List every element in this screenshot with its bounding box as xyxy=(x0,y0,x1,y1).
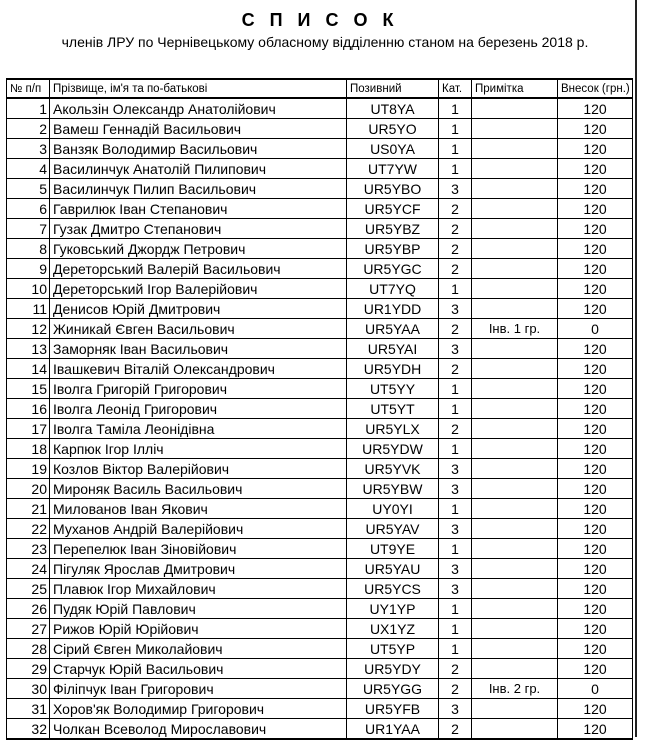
member-name-cell: Філіпчук Іван Григорович xyxy=(50,679,347,699)
note-cell xyxy=(472,559,558,579)
note-cell xyxy=(472,699,558,719)
table-row xyxy=(7,359,633,379)
fee-cell: 120 xyxy=(558,139,633,159)
member-name-cell: Пігуляк Ярослав Дмитрович xyxy=(50,559,347,579)
note-cell xyxy=(472,259,558,279)
note-cell xyxy=(472,719,558,740)
member-name-cell: Чолкан Всеволод Мирославович xyxy=(50,719,347,740)
member-name-cell: Акользін Олександр Анатолійович xyxy=(50,98,347,119)
callsign-cell: UR5YFB xyxy=(347,699,439,719)
callsign-cell: UR5YDH xyxy=(347,359,439,379)
category-cell: 1 xyxy=(439,539,472,559)
callsign-cell: UR5YBZ xyxy=(347,219,439,239)
fee-cell: 120 xyxy=(558,439,633,459)
row-number-cell: 3 xyxy=(7,139,50,159)
callsign-cell: UR5YO xyxy=(347,119,439,139)
fee-cell: 120 xyxy=(558,179,633,199)
fee-cell: 120 xyxy=(558,539,633,559)
page-edge-line xyxy=(635,0,637,737)
callsign-cell: UR5YAV xyxy=(347,519,439,539)
note-cell xyxy=(472,159,558,179)
note-cell xyxy=(472,619,558,639)
col-name-header: Прізвище, ім'я та по-батькові xyxy=(50,79,347,98)
fee-cell: 120 xyxy=(558,699,633,719)
callsign-cell: US0YA xyxy=(347,139,439,159)
note-cell xyxy=(472,379,558,399)
category-cell: 2 xyxy=(439,419,472,439)
table-body xyxy=(7,98,633,739)
category-cell: 1 xyxy=(439,119,472,139)
table-row xyxy=(7,279,633,299)
category-cell: 1 xyxy=(439,639,472,659)
fee-cell: 120 xyxy=(558,159,633,179)
document-title: С П И С О К xyxy=(241,10,399,30)
category-cell: 2 xyxy=(439,359,472,379)
note-cell xyxy=(472,599,558,619)
callsign-cell: UR5YCS xyxy=(347,579,439,599)
fee-cell: 120 xyxy=(558,639,633,659)
member-name-cell: Козлов Віктор Валерійович xyxy=(50,459,347,479)
table-row xyxy=(7,519,633,539)
category-cell: 2 xyxy=(439,259,472,279)
table-row xyxy=(7,239,633,259)
category-cell: 2 xyxy=(439,659,472,679)
fee-cell: 120 xyxy=(558,339,633,359)
fee-cell: 0 xyxy=(558,679,633,699)
category-cell: 1 xyxy=(439,139,472,159)
row-number-cell: 28 xyxy=(7,639,50,659)
row-number-cell: 17 xyxy=(7,419,50,439)
table-row xyxy=(7,719,633,740)
member-name-cell: Мироняк Василь Васильович xyxy=(50,479,347,499)
category-cell: 1 xyxy=(439,379,472,399)
note-cell xyxy=(472,539,558,559)
col-number-header: № п/п xyxy=(7,79,50,98)
category-cell: 3 xyxy=(439,479,472,499)
table-row xyxy=(7,459,633,479)
callsign-cell: UR5YBO xyxy=(347,179,439,199)
member-name-cell: Пудяк Юрій Павлович xyxy=(50,599,347,619)
row-number-cell: 19 xyxy=(7,459,50,479)
member-name-cell: Гузак Дмитро Степанович xyxy=(50,219,347,239)
fee-cell: 120 xyxy=(558,299,633,319)
member-name-cell: Івашкевич Віталій Олександрович xyxy=(50,359,347,379)
category-cell: 3 xyxy=(439,699,472,719)
note-cell xyxy=(472,339,558,359)
table-row xyxy=(7,499,633,519)
table-row xyxy=(7,139,633,159)
members-table xyxy=(6,78,633,740)
col-note-header: Примітка xyxy=(472,79,558,98)
fee-cell: 120 xyxy=(558,379,633,399)
table-row xyxy=(7,419,633,439)
row-number-cell: 12 xyxy=(7,319,50,339)
callsign-cell: UR5YAI xyxy=(347,339,439,359)
col-fee-header: Внесок (грн.) xyxy=(558,79,633,98)
note-cell xyxy=(472,98,558,119)
member-name-cell: Дереторський Валерій Васильович xyxy=(50,259,347,279)
member-name-cell: Заморняк Іван Васильович xyxy=(50,339,347,359)
member-name-cell: Плавюк Ігор Михайлович xyxy=(50,579,347,599)
member-name-cell: Жиникай Євген Васильович xyxy=(50,319,347,339)
note-cell xyxy=(472,279,558,299)
fee-cell: 120 xyxy=(558,519,633,539)
callsign-cell: UR5YDW xyxy=(347,439,439,459)
member-name-cell: Денисов Юрій Дмитрович xyxy=(50,299,347,319)
table-row xyxy=(7,559,633,579)
category-cell: 3 xyxy=(439,559,472,579)
table-row xyxy=(7,539,633,559)
fee-cell: 120 xyxy=(558,359,633,379)
table-row xyxy=(7,98,633,119)
row-number-cell: 30 xyxy=(7,679,50,699)
member-name-cell: Іволга Леонід Григорович xyxy=(50,399,347,419)
fee-cell: 0 xyxy=(558,319,633,339)
note-cell xyxy=(472,299,558,319)
row-number-cell: 13 xyxy=(7,339,50,359)
callsign-cell: UT5YY xyxy=(347,379,439,399)
member-name-cell: Рижов Юрій Юрійович xyxy=(50,619,347,639)
category-cell: 1 xyxy=(439,439,472,459)
category-cell: 3 xyxy=(439,579,472,599)
category-cell: 3 xyxy=(439,459,472,479)
category-cell: 1 xyxy=(439,98,472,119)
table-row xyxy=(7,639,633,659)
row-number-cell: 4 xyxy=(7,159,50,179)
member-name-cell: Гуковський Джордж Петрович xyxy=(50,239,347,259)
table-header xyxy=(7,79,633,98)
category-cell: 1 xyxy=(439,499,472,519)
category-cell: 2 xyxy=(439,719,472,740)
fee-cell: 120 xyxy=(558,219,633,239)
callsign-cell: UT5YP xyxy=(347,639,439,659)
row-number-cell: 32 xyxy=(7,719,50,740)
row-number-cell: 24 xyxy=(7,559,50,579)
row-number-cell: 18 xyxy=(7,439,50,459)
table-row xyxy=(7,379,633,399)
row-number-cell: 5 xyxy=(7,179,50,199)
table-row xyxy=(7,399,633,419)
category-cell: 3 xyxy=(439,179,472,199)
callsign-cell: UR5YGC xyxy=(347,259,439,279)
row-number-cell: 11 xyxy=(7,299,50,319)
fee-cell: 120 xyxy=(558,579,633,599)
note-cell xyxy=(472,659,558,679)
callsign-cell: UY0YI xyxy=(347,499,439,519)
table-row xyxy=(7,299,633,319)
callsign-cell: UT7YQ xyxy=(347,279,439,299)
category-cell: 3 xyxy=(439,519,472,539)
category-cell: 1 xyxy=(439,599,472,619)
note-cell xyxy=(472,639,558,659)
member-name-cell: Хоров'як Володимир Григорович xyxy=(50,699,347,719)
callsign-cell: UR5YDY xyxy=(347,659,439,679)
note-cell xyxy=(472,519,558,539)
table-row xyxy=(7,699,633,719)
category-cell: 2 xyxy=(439,199,472,219)
callsign-cell: UX1YZ xyxy=(347,619,439,639)
fee-cell: 120 xyxy=(558,599,633,619)
note-cell xyxy=(472,439,558,459)
member-name-cell: Гаврилюк Іван Степанович xyxy=(50,199,347,219)
fee-cell: 120 xyxy=(558,719,633,740)
table-row xyxy=(7,679,633,699)
col-callsign-header: Позивний xyxy=(347,79,439,98)
member-name-cell: Іволга Таміла Леонідівна xyxy=(50,419,347,439)
category-cell: 3 xyxy=(439,299,472,319)
note-cell xyxy=(472,399,558,419)
callsign-cell: UR5YGG xyxy=(347,679,439,699)
member-name-cell: Дереторський Ігор Валерійович xyxy=(50,279,347,299)
category-cell: 1 xyxy=(439,159,472,179)
note-cell xyxy=(472,499,558,519)
callsign-cell: UT5YT xyxy=(347,399,439,419)
fee-cell: 120 xyxy=(558,659,633,679)
note-cell xyxy=(472,119,558,139)
header-row xyxy=(7,79,633,98)
member-name-cell: Вамеш Геннадій Васильович xyxy=(50,119,347,139)
note-cell xyxy=(472,219,558,239)
document-subtitle: членів ЛРУ по Чернівецькому обласному відділенню станом на березень 2018 р. xyxy=(61,34,589,50)
note-cell xyxy=(472,239,558,259)
row-number-cell: 31 xyxy=(7,699,50,719)
col-category-header: Кат. xyxy=(439,79,472,98)
category-cell: 2 xyxy=(439,219,472,239)
member-name-cell: Старчук Юрій Васильович xyxy=(50,659,347,679)
table-row xyxy=(7,159,633,179)
note-cell: Інв. 1 гр. xyxy=(472,319,558,339)
table-row xyxy=(7,579,633,599)
table-row xyxy=(7,599,633,619)
callsign-cell: UR1YAA xyxy=(347,719,439,740)
callsign-cell: UR5YBP xyxy=(347,239,439,259)
member-name-cell: Карпюк Ігор Ілліч xyxy=(50,439,347,459)
member-name-cell: Ванзяк Володимир Васильович xyxy=(50,139,347,159)
table-row xyxy=(7,259,633,279)
row-number-cell: 8 xyxy=(7,239,50,259)
callsign-cell: UR1YDD xyxy=(347,299,439,319)
category-cell: 2 xyxy=(439,319,472,339)
table-row xyxy=(7,319,633,339)
row-number-cell: 27 xyxy=(7,619,50,639)
note-cell xyxy=(472,479,558,499)
fee-cell: 120 xyxy=(558,119,633,139)
fee-cell: 120 xyxy=(558,259,633,279)
callsign-cell: UT8YA xyxy=(347,98,439,119)
table-row xyxy=(7,619,633,639)
category-cell: 1 xyxy=(439,619,472,639)
note-cell xyxy=(472,179,558,199)
row-number-cell: 2 xyxy=(7,119,50,139)
callsign-cell: UR5YAU xyxy=(347,559,439,579)
fee-cell: 120 xyxy=(558,479,633,499)
row-number-cell: 14 xyxy=(7,359,50,379)
fee-cell: 120 xyxy=(558,559,633,579)
category-cell: 2 xyxy=(439,239,472,259)
fee-cell: 120 xyxy=(558,619,633,639)
table-row xyxy=(7,119,633,139)
fee-cell: 120 xyxy=(558,98,633,119)
fee-cell: 120 xyxy=(558,499,633,519)
table-row xyxy=(7,179,633,199)
table-row xyxy=(7,479,633,499)
note-cell xyxy=(472,579,558,599)
fee-cell: 120 xyxy=(558,399,633,419)
row-number-cell: 22 xyxy=(7,519,50,539)
fee-cell: 120 xyxy=(558,279,633,299)
note-cell xyxy=(472,459,558,479)
category-cell: 2 xyxy=(439,679,472,699)
table-row xyxy=(7,339,633,359)
member-name-cell: Іволга Григорій Григорович xyxy=(50,379,347,399)
member-name-cell: Муханов Андрій Валерійович xyxy=(50,519,347,539)
row-number-cell: 26 xyxy=(7,599,50,619)
member-name-cell: Милованов Іван Якович xyxy=(50,499,347,519)
row-number-cell: 6 xyxy=(7,199,50,219)
callsign-cell: UR5YVK xyxy=(347,459,439,479)
table-row xyxy=(7,199,633,219)
member-name-cell: Перепелюк Іван Зіновійович xyxy=(50,539,347,559)
table-row xyxy=(7,439,633,459)
note-cell xyxy=(472,419,558,439)
note-cell xyxy=(472,359,558,379)
table-row xyxy=(7,219,633,239)
category-cell: 1 xyxy=(439,279,472,299)
callsign-cell: UY1YP xyxy=(347,599,439,619)
row-number-cell: 23 xyxy=(7,539,50,559)
row-number-cell: 21 xyxy=(7,499,50,519)
fee-cell: 120 xyxy=(558,239,633,259)
callsign-cell: UT7YW xyxy=(347,159,439,179)
category-cell: 3 xyxy=(439,339,472,359)
callsign-cell: UR5YBW xyxy=(347,479,439,499)
row-number-cell: 10 xyxy=(7,279,50,299)
table-row xyxy=(7,659,633,679)
callsign-cell: UT9YE xyxy=(347,539,439,559)
callsign-cell: UR5YLX xyxy=(347,419,439,439)
callsign-cell: UR5YAA xyxy=(347,319,439,339)
row-number-cell: 20 xyxy=(7,479,50,499)
row-number-cell: 1 xyxy=(7,98,50,119)
category-cell: 1 xyxy=(439,399,472,419)
row-number-cell: 29 xyxy=(7,659,50,679)
member-name-cell: Василинчук Пилип Васильович xyxy=(50,179,347,199)
fee-cell: 120 xyxy=(558,419,633,439)
callsign-cell: UR5YCF xyxy=(347,199,439,219)
member-name-cell: Сірий Євген Миколайович xyxy=(50,639,347,659)
row-number-cell: 7 xyxy=(7,219,50,239)
note-cell xyxy=(472,199,558,219)
row-number-cell: 16 xyxy=(7,399,50,419)
note-cell xyxy=(472,139,558,159)
fee-cell: 120 xyxy=(558,459,633,479)
fee-cell: 120 xyxy=(558,199,633,219)
row-number-cell: 25 xyxy=(7,579,50,599)
member-name-cell: Василинчук Анатолій Пилипович xyxy=(50,159,347,179)
row-number-cell: 15 xyxy=(7,379,50,399)
note-cell: Інв. 2 гр. xyxy=(472,679,558,699)
row-number-cell: 9 xyxy=(7,259,50,279)
